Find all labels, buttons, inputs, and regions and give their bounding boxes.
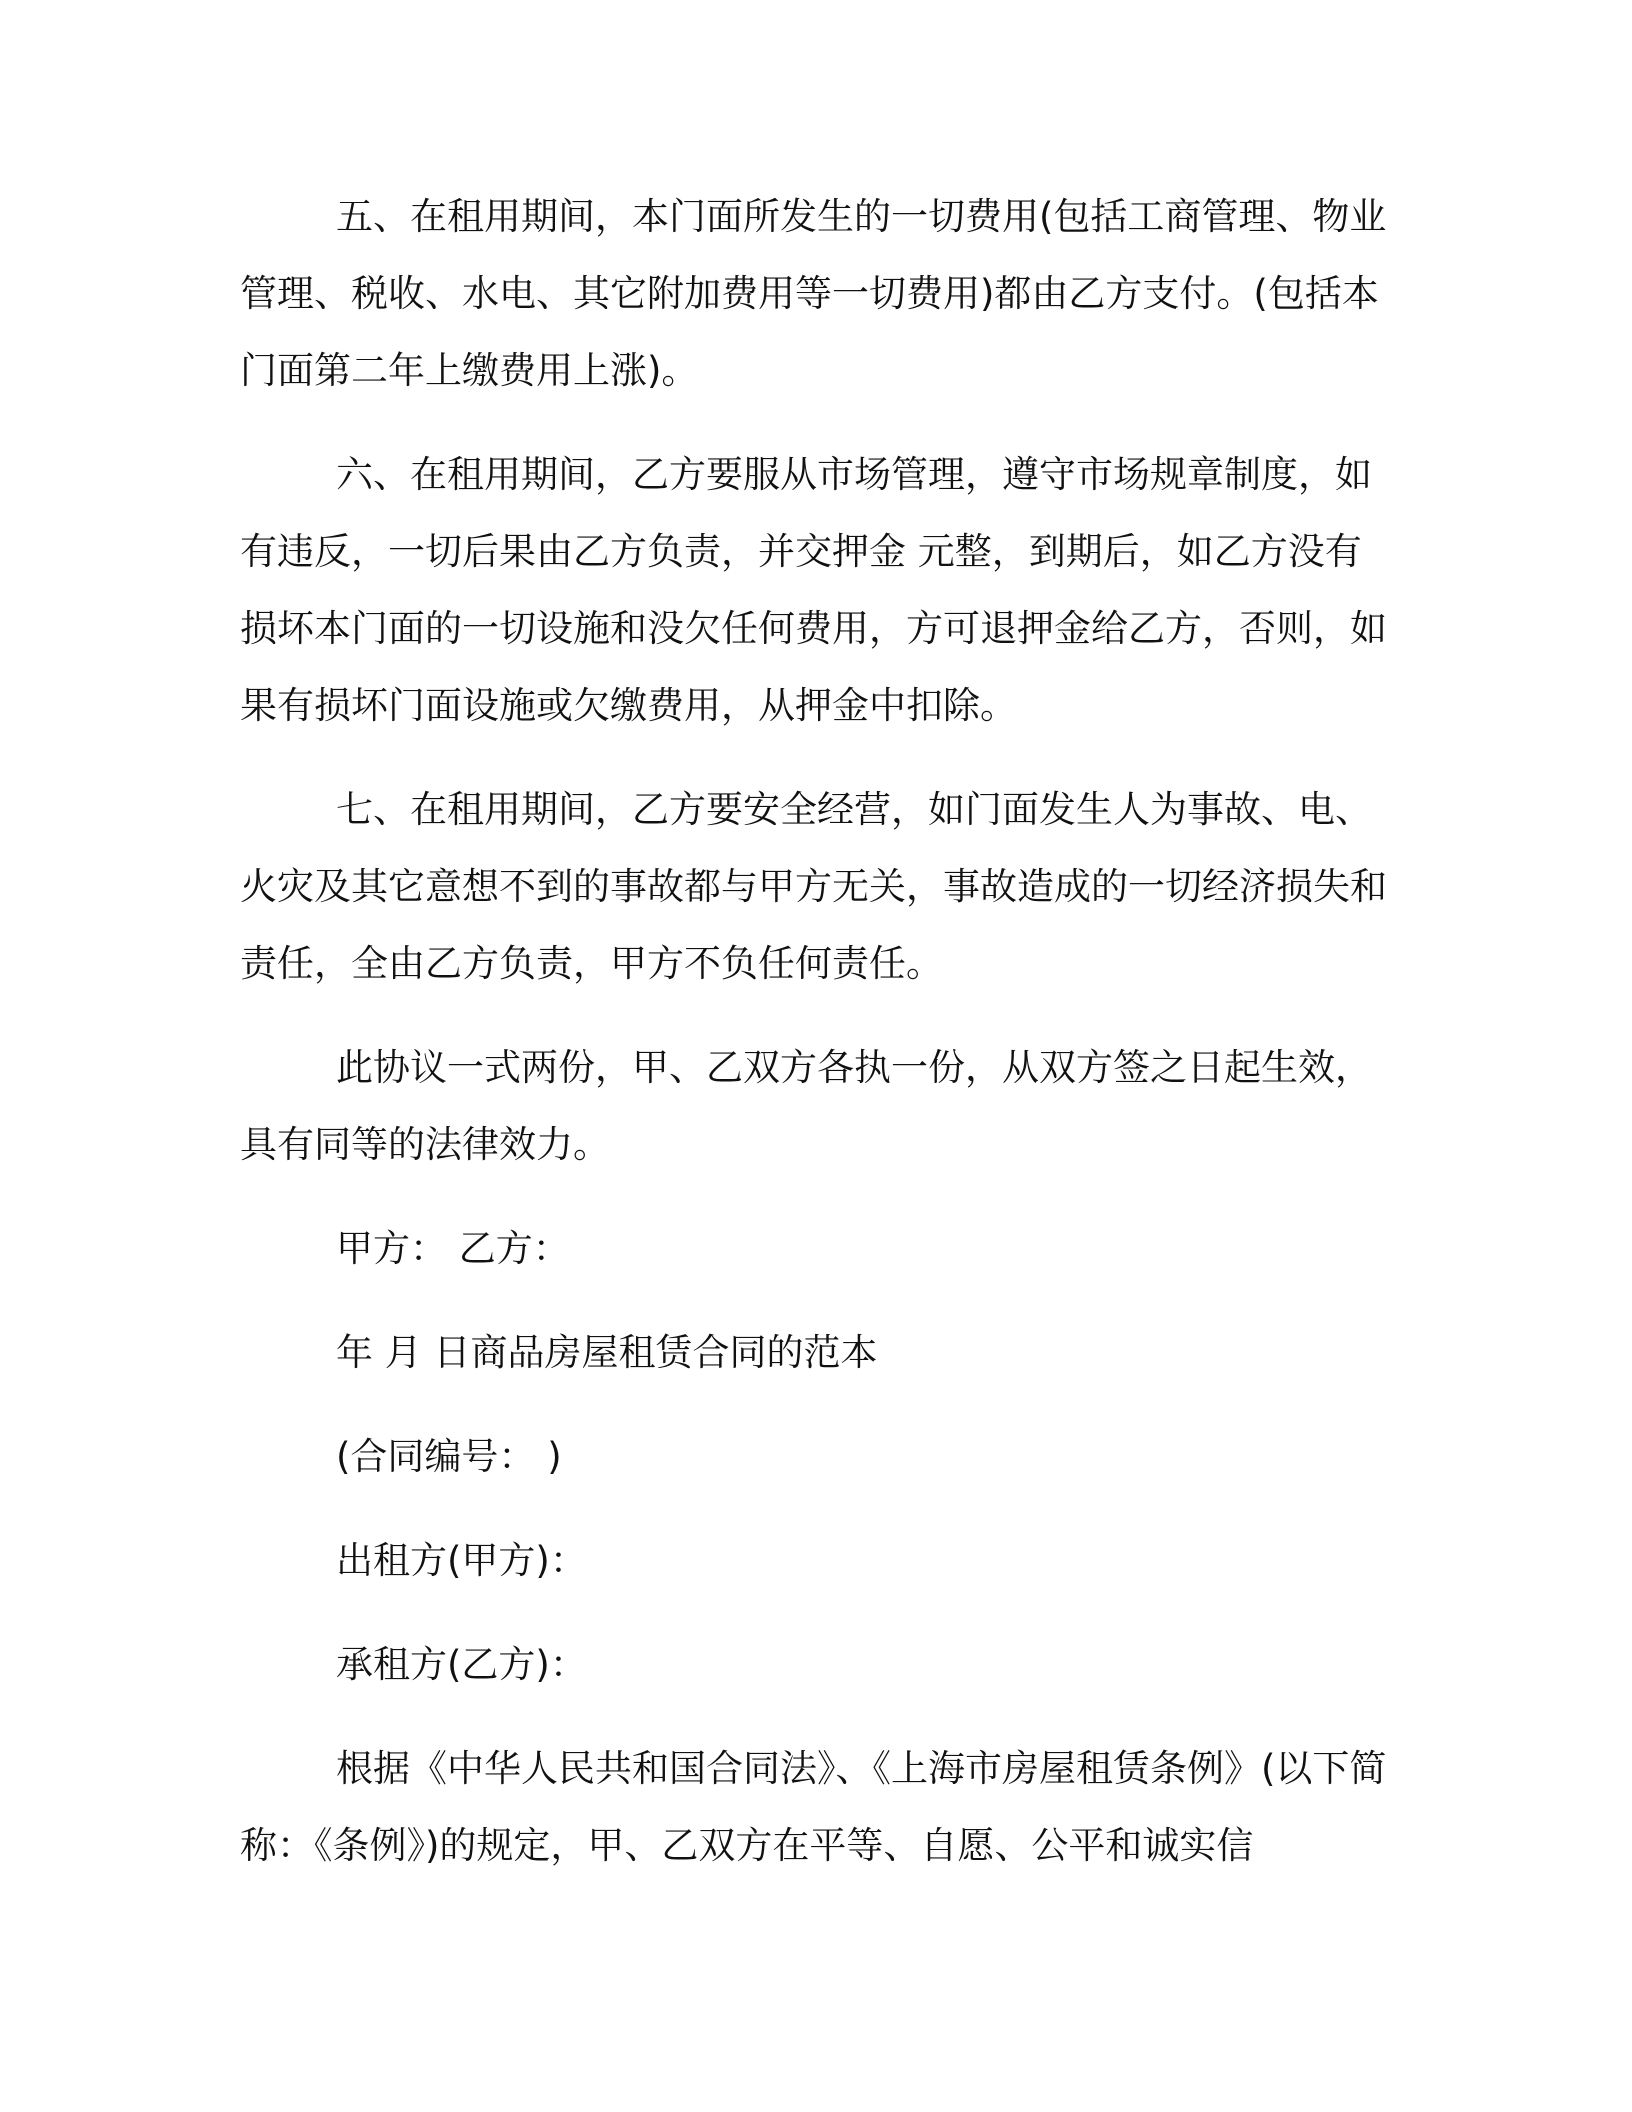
legal-basis-paragraph: 根据《中华人民共和国合同法》、《上海市房屋租赁条例》(以下简称：《条例》)的规定，甲、乙双方在平等、自愿、公平和诚实信: [240, 1747, 1387, 1867]
lessee-line: 承租方(乙方)：: [336, 1643, 587, 1686]
lessor-line: 出租方(甲方)：: [336, 1539, 587, 1582]
signatures-line: 甲方： 乙方：: [336, 1227, 570, 1270]
clause-5-paragraph: 五、在租用期间，本门面所发生的一切费用(包括工商管理、物业管理、税收、水电、其它附加费用等一切费用)都由乙方支付。(包括本门面第二年上缴费用上涨)。: [240, 195, 1387, 392]
date-title-line: 年 月 日商品房屋租赁合同的范本: [336, 1331, 878, 1374]
agreement-copies-paragraph: 此协议一式两份，甲、乙双方各执一份，从双方签之日起生效，具有同等的法律效力。: [240, 1046, 1372, 1166]
contract-number-line: (合同编号： ): [336, 1435, 562, 1478]
clause-6-paragraph: 六、在租用期间，乙方要服从市场管理，遵守市场规章制度，如有违反，一切后果由乙方负责，并交押金 元整，到期后，如乙方没有损坏本门面的一切设施和没欠任何费用，方可退押金给乙方，否则，如果有损坏门面设施或欠缴费用，从押金中扣除。: [240, 453, 1387, 727]
clause-7-paragraph: 七、在租用期间，乙方要安全经营，如门面发生人为事故、电、火灾及其它意想不到的事故都与甲方无关，事故造成的一切经济损失和责任，全由乙方负责，甲方不负任何责任。: [240, 788, 1387, 985]
document-body: [240, 178, 1390, 1884]
